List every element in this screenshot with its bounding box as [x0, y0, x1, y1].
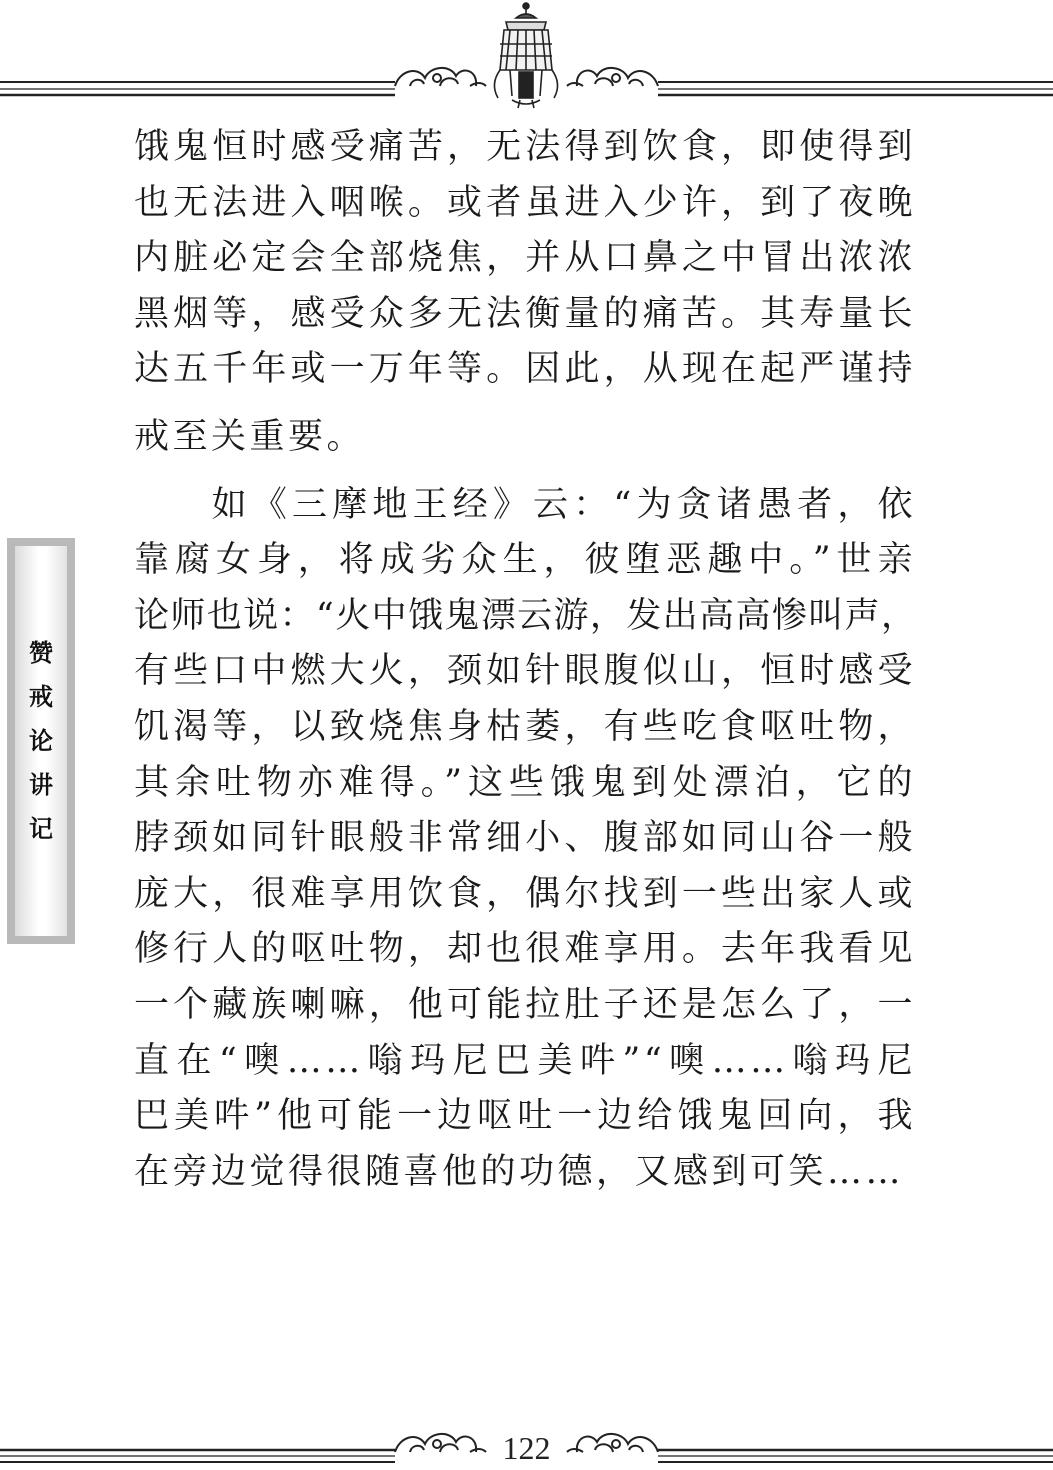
side-title-panel [15, 546, 67, 936]
text-line: 在旁边觉得很随喜他的功德，又感到可笑…… [134, 1151, 905, 1192]
text-line: 脖颈如同针眼般非常细小、腹部如同山谷一般 [134, 818, 916, 859]
text-line: 一个藏族喇嘛，他可能拉肚子还是怎么了，一 [134, 984, 916, 1025]
victory-banner-icon [494, 3, 557, 108]
text-line: 庞大，很难享用饮食，偶尔找到一些出家人或 [134, 873, 916, 914]
text-line: 如《三摩地王经》云：“为贪诸愚者，依 [210, 484, 916, 525]
paragraph-tail [134, 1145, 916, 1201]
text-line: 其余吐物亦难得。”这些饿鬼到处漂泊，它的 [134, 762, 916, 803]
text-line: 修行人的呕吐物，却也很难享用。去年我看见 [134, 929, 916, 970]
paragraph [134, 120, 916, 398]
text-line: 内脏必定会全部烧焦，并从口鼻之中冒出浓浓 [134, 238, 916, 279]
cloud-scroll-icon [395, 68, 486, 86]
text-line: 也无法进入咽喉。或者虽进入少许，到了夜晚 [134, 182, 916, 223]
text-line: 靠腐女身，将成劣众生，彼堕恶趣中。”世亲 [134, 540, 916, 581]
side-title-char: 记 [29, 815, 53, 843]
text-line: 饥渴等，以致烧焦身枯萎，有些吃食呕吐物， [134, 706, 916, 747]
side-title-char: 讲 [29, 771, 53, 799]
body-text [134, 120, 916, 1200]
text-line: 达五千年或一万年等。因此，从现在起严谨持 [134, 349, 916, 390]
text-line: 有些口中燃大火，颈如针眼腹似山，恒时感受 [134, 651, 916, 692]
header-ornament [0, 0, 1053, 115]
side-title-tab [7, 538, 75, 944]
paragraph [134, 478, 916, 1145]
cloud-scroll-icon [567, 68, 658, 86]
text-line: 黑烟等，感受众多无法衡量的痛苦。其寿量长 [134, 293, 916, 334]
text-line: 巴美吽”他可能一边呕吐一边给饿鬼回向，我 [134, 1096, 916, 1137]
text-line: 论师也说：“火中饿鬼漂云游，发出高高惨叫声， [134, 595, 916, 636]
side-title-char: 赞 [29, 639, 53, 667]
text-line: 直在“噢……嗡玛尼巴美吽”“噢……嗡玛尼 [134, 1040, 916, 1081]
side-title-char: 论 [29, 727, 53, 755]
text-line: 饿鬼恒时感受痛苦，无法得到饮食，即使得到 [134, 127, 916, 167]
text-line: 戒至关重要。 [134, 416, 366, 457]
page-number: 122 [502, 1430, 551, 1466]
paragraph-tail [134, 410, 916, 466]
side-title-char: 戒 [29, 683, 53, 711]
